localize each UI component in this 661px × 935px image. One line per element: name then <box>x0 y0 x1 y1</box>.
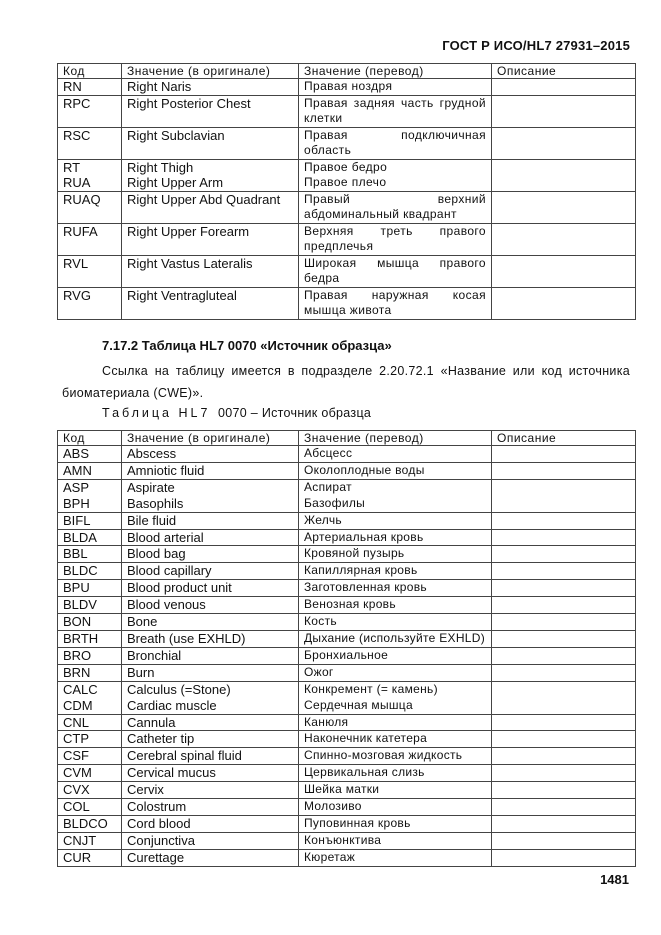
cell-translation: Правая подключичная область <box>299 127 492 159</box>
cell-original: Cord blood <box>122 815 299 832</box>
cell-original: Blood capillary <box>122 563 299 580</box>
table-row <box>58 681 636 714</box>
caption-dash: – <box>250 406 259 420</box>
cell-original: Cervix <box>122 782 299 799</box>
cell-description <box>492 815 636 832</box>
cell-code: RVG <box>58 287 122 319</box>
cell-code: RN <box>58 79 122 96</box>
cell-original: Aspirate Basophils <box>122 479 299 512</box>
cell-description <box>492 191 636 223</box>
cell-original: Blood arterial <box>122 529 299 546</box>
column-header-original: Значение (в оригинале) <box>122 431 299 446</box>
cell-code: ABS <box>58 446 122 463</box>
table-row <box>58 815 636 832</box>
table-row <box>58 664 636 681</box>
cell-original: Calculus (=Stone) Cardiac muscle <box>122 681 299 714</box>
cell-translation: Правое бедро Правое плечо <box>299 159 492 191</box>
cell-translation: Артериальная кровь <box>299 529 492 546</box>
cell-code: BRTH <box>58 630 122 647</box>
cell-original: Cannula <box>122 714 299 731</box>
page-number: 1481 <box>600 872 629 887</box>
table-row <box>58 79 636 96</box>
table-row <box>58 446 636 463</box>
table-row <box>58 748 636 765</box>
cell-code: RSC <box>58 127 122 159</box>
cell-description <box>492 462 636 479</box>
table-row <box>58 479 636 512</box>
cell-translation: Конъюнктива <box>299 832 492 849</box>
table-row <box>58 223 636 255</box>
cell-description <box>492 681 636 714</box>
cell-code: CNL <box>58 714 122 731</box>
cell-translation: Заготовленная кровь <box>299 580 492 597</box>
cell-translation: Ожог <box>299 664 492 681</box>
cell-description <box>492 223 636 255</box>
table-row <box>58 832 636 849</box>
cell-description <box>492 849 636 866</box>
cell-translation: Капиллярная кровь <box>299 563 492 580</box>
cell-description <box>492 446 636 463</box>
table-row <box>58 597 636 614</box>
cell-description <box>492 630 636 647</box>
table-row <box>58 159 636 191</box>
anatomic-site-table <box>57 63 636 320</box>
cell-original: Right Upper Abd Quadrant <box>122 191 299 223</box>
table-header-row <box>58 64 636 79</box>
cell-translation: Верхняя треть правого предплечья <box>299 223 492 255</box>
cell-description <box>492 748 636 765</box>
cell-original: Right Ventragluteal <box>122 287 299 319</box>
cell-original: Blood bag <box>122 546 299 563</box>
cell-description <box>492 832 636 849</box>
cell-translation: Канюля <box>299 714 492 731</box>
cell-original: Bile fluid <box>122 512 299 529</box>
page-header-standard: ГОСТ Р ИСО/HL7 27931–2015 <box>442 38 630 53</box>
table-row <box>58 731 636 748</box>
cell-original: Right Thigh Right Upper Arm <box>122 159 299 191</box>
column-header-description: Описание <box>492 64 636 79</box>
cell-translation: Венозная кровь <box>299 597 492 614</box>
cell-code: BLDV <box>58 597 122 614</box>
cell-code: BIFL <box>58 512 122 529</box>
cell-description <box>492 580 636 597</box>
cell-code: AMN <box>58 462 122 479</box>
cell-original: Conjunctiva <box>122 832 299 849</box>
cell-translation: Дыхание (используйте EXHLD) <box>299 630 492 647</box>
cell-code: BLDA <box>58 529 122 546</box>
cell-code: RT RUA <box>58 159 122 191</box>
cell-description <box>492 546 636 563</box>
cell-translation: Широкая мышца правого бедра <box>299 255 492 287</box>
table-row <box>58 287 636 319</box>
cell-translation: Молозиво <box>299 799 492 816</box>
cell-code: BPU <box>58 580 122 597</box>
cell-original: Blood product unit <box>122 580 299 597</box>
cell-original: Right Posterior Chest <box>122 95 299 127</box>
table-row <box>58 255 636 287</box>
column-header-original: Значение (в оригинале) <box>122 64 299 79</box>
specimen-source-table <box>57 430 636 867</box>
cell-translation: Наконечник катетера <box>299 731 492 748</box>
cell-code: RUFA <box>58 223 122 255</box>
table-row <box>58 95 636 127</box>
cell-translation: Цервикальная слизь <box>299 765 492 782</box>
cell-code: BLDCO <box>58 815 122 832</box>
cell-original: Colostrum <box>122 799 299 816</box>
cell-code: BBL <box>58 546 122 563</box>
caption-title: Источник образца <box>261 406 372 420</box>
column-header-description: Описание <box>492 431 636 446</box>
table-row <box>58 782 636 799</box>
table-row <box>58 614 636 631</box>
cell-translation: Правая задняя часть грудной клетки <box>299 95 492 127</box>
cell-description <box>492 79 636 96</box>
cell-description <box>492 731 636 748</box>
cell-original: Catheter tip <box>122 731 299 748</box>
cell-original: Blood venous <box>122 597 299 614</box>
cell-original: Curettage <box>122 849 299 866</box>
cell-original: Right Upper Forearm <box>122 223 299 255</box>
cell-code: BLDC <box>58 563 122 580</box>
cell-translation: Спинно-мозговая жидкость <box>299 748 492 765</box>
cell-code: CNJT <box>58 832 122 849</box>
cell-translation: Пуповинная кровь <box>299 815 492 832</box>
cell-translation: Конкремент (= камень) Сердечная мышца <box>299 681 492 714</box>
cell-original: Abscess <box>122 446 299 463</box>
cell-description <box>492 563 636 580</box>
table-row <box>58 849 636 866</box>
cell-description <box>492 782 636 799</box>
reference-paragraph: Ссылка на таблицу имеется в подразделе 2.20.72.1 «Название или код источника биоматериала (CWE)». <box>62 364 630 400</box>
cell-translation: Желчь <box>299 512 492 529</box>
cell-code: RPC <box>58 95 122 127</box>
cell-translation: Аспират Базофилы <box>299 479 492 512</box>
cell-code: CTP <box>58 731 122 748</box>
caption-prefix: Таблица HL7 <box>102 406 211 420</box>
cell-code: CSF <box>58 748 122 765</box>
cell-code: BON <box>58 614 122 631</box>
cell-description <box>492 127 636 159</box>
cell-translation: Кровяной пузырь <box>299 546 492 563</box>
cell-original: Cerebral spinal fluid <box>122 748 299 765</box>
cell-description <box>492 799 636 816</box>
cell-code: ASP BPH <box>58 479 122 512</box>
cell-translation: Кюретаж <box>299 849 492 866</box>
caption-number: 0070 <box>217 406 247 420</box>
column-header-translation: Значение (перевод) <box>299 64 492 79</box>
table-row <box>58 546 636 563</box>
cell-description <box>492 714 636 731</box>
table-caption <box>102 406 371 420</box>
table-header-row <box>58 431 636 446</box>
cell-description <box>492 647 636 664</box>
cell-code: CUR <box>58 849 122 866</box>
cell-original: Bronchial <box>122 647 299 664</box>
cell-translation: Кость <box>299 614 492 631</box>
cell-description <box>492 159 636 191</box>
column-header-code: Код <box>58 431 122 446</box>
cell-description <box>492 255 636 287</box>
cell-original: Amniotic fluid <box>122 462 299 479</box>
cell-code: BRO <box>58 647 122 664</box>
table-row <box>58 529 636 546</box>
cell-description <box>492 287 636 319</box>
cell-translation: Правая наружная косая мышца живота <box>299 287 492 319</box>
table-row <box>58 765 636 782</box>
cell-code: RVL <box>58 255 122 287</box>
cell-translation: Бронхиальное <box>299 647 492 664</box>
cell-original: Burn <box>122 664 299 681</box>
cell-original: Right Naris <box>122 79 299 96</box>
cell-description <box>492 664 636 681</box>
cell-code: CVX <box>58 782 122 799</box>
cell-translation: Околоплодные воды <box>299 462 492 479</box>
cell-translation: Правая ноздря <box>299 79 492 96</box>
column-header-translation: Значение (перевод) <box>299 431 492 446</box>
cell-code: BRN <box>58 664 122 681</box>
table-row <box>58 127 636 159</box>
cell-original: Right Subclavian <box>122 127 299 159</box>
cell-description <box>492 95 636 127</box>
table-row <box>58 512 636 529</box>
cell-description <box>492 765 636 782</box>
cell-description <box>492 529 636 546</box>
cell-description <box>492 479 636 512</box>
cell-translation: Правый верхний абдоминальный квадрант <box>299 191 492 223</box>
table-row <box>58 580 636 597</box>
cell-original: Right Vastus Lateralis <box>122 255 299 287</box>
cell-code: COL <box>58 799 122 816</box>
table-row <box>58 714 636 731</box>
table-row <box>58 191 636 223</box>
cell-code: CALC CDM <box>58 681 122 714</box>
cell-description <box>492 597 636 614</box>
cell-description <box>492 614 636 631</box>
cell-code: RUAQ <box>58 191 122 223</box>
cell-translation: Абсцесс <box>299 446 492 463</box>
cell-code: CVM <box>58 765 122 782</box>
cell-original: Bone <box>122 614 299 631</box>
section-heading: 7.17.2 Таблица HL7 0070 «Источник образца» <box>102 338 392 353</box>
table-row <box>58 462 636 479</box>
cell-description <box>492 512 636 529</box>
table-row <box>58 563 636 580</box>
table-row <box>58 630 636 647</box>
cell-original: Breath (use EXHLD) <box>122 630 299 647</box>
table-row <box>58 799 636 816</box>
column-header-code: Код <box>58 64 122 79</box>
table-row <box>58 647 636 664</box>
cell-translation: Шейка матки <box>299 782 492 799</box>
cell-original: Cervical mucus <box>122 765 299 782</box>
